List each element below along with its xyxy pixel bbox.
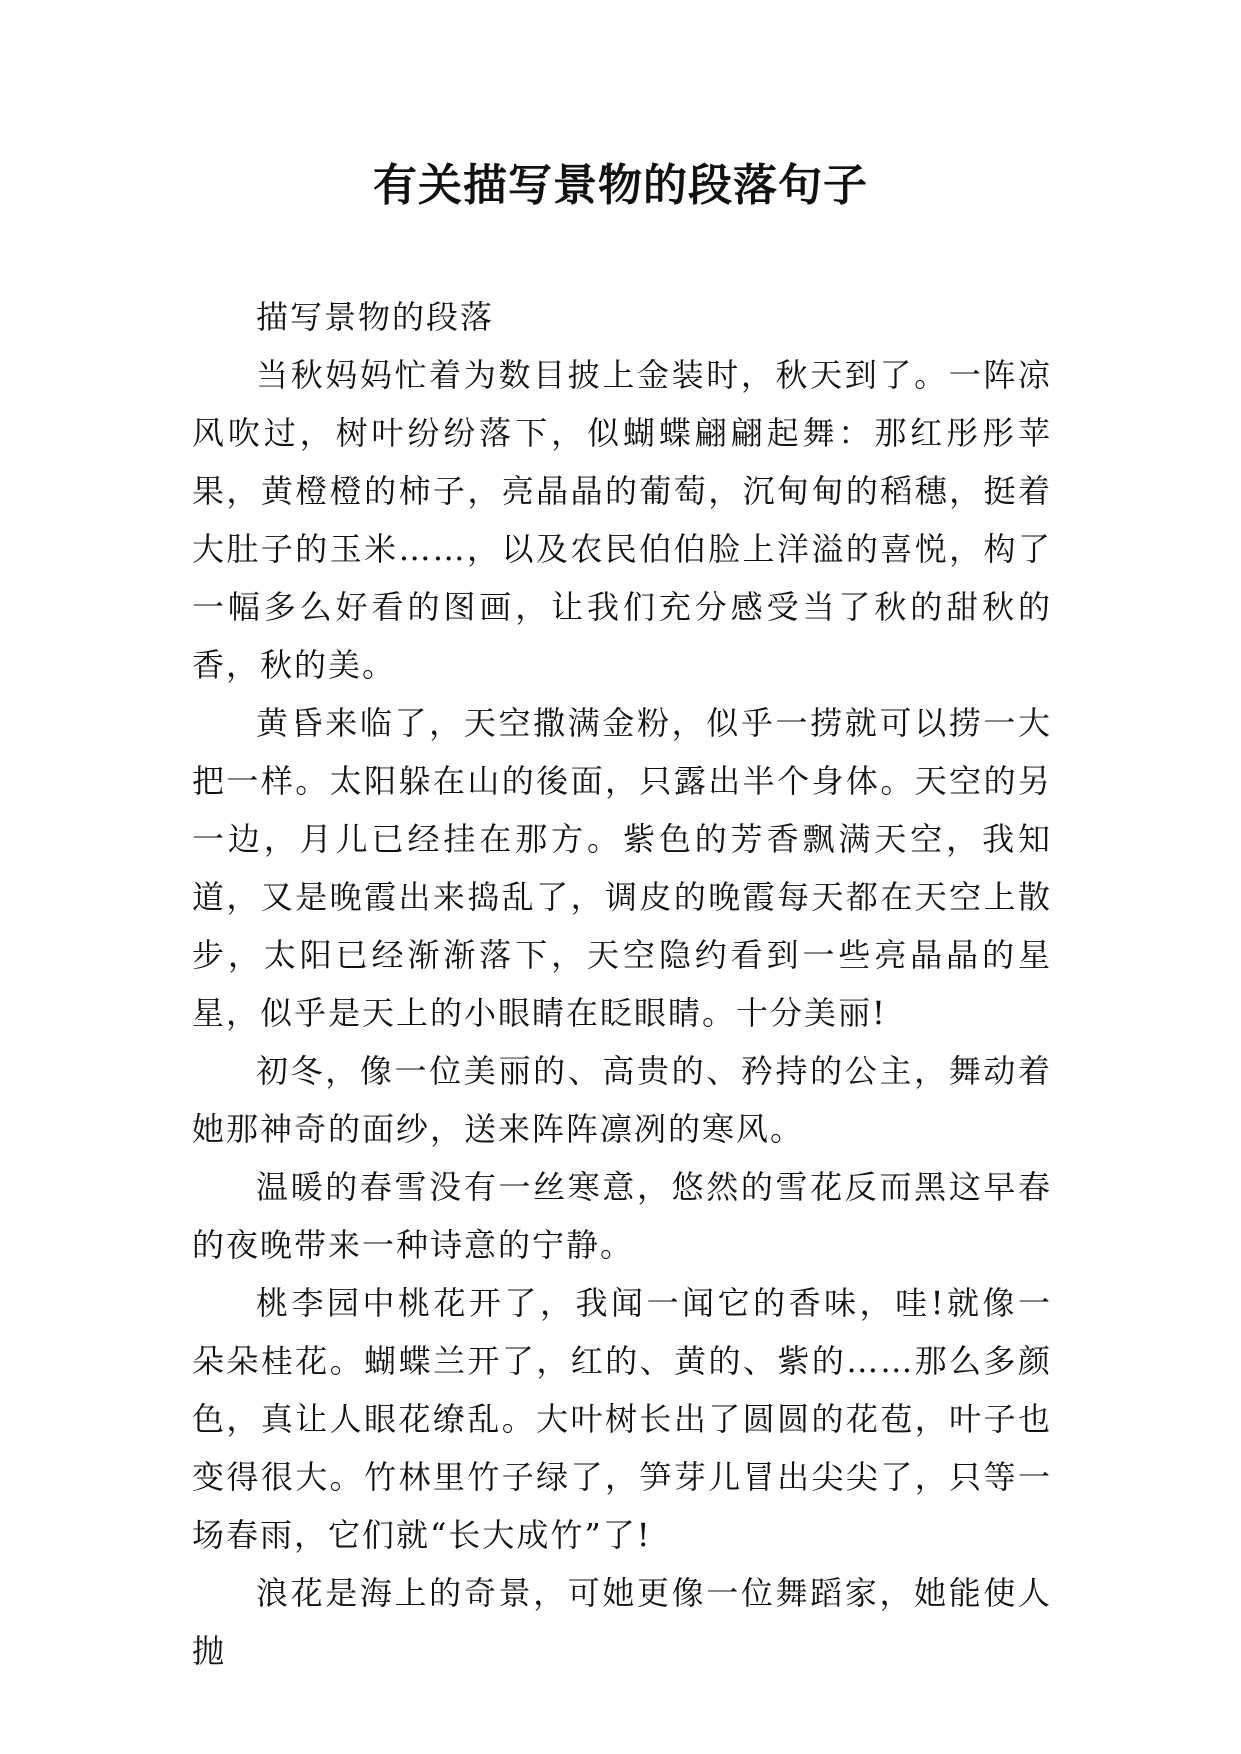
paragraph-autumn: 当秋妈妈忙着为数目披上金装时，秋天到了。一阵凉风吹过，树叶纷纷落下，似蝴蝶翩翩起舞：那红彤彤苹果，黄橙橙的柿子，亮晶晶的葡萄，沉甸甸的稻穗，挺着大肚子的玉米……，以及农民伯伯脸上洋溢的喜悦，构了一幅多么好看的图画，让我们充分感受当了秋的甜秋的香，秋的美。	[192, 356, 1052, 684]
paragraph-spring-snow: 温暖的春雪没有一丝寒意，悠然的雪花反而黑这早春的夜晚带来一种诗意的宁静。	[192, 1168, 1052, 1264]
paragraph-peach-garden: 桃李园中桃花开了，我闻一闻它的香味，哇!就像一朵朵桂花。蝴蝶兰开了，红的、黄的、紫的……那么多颜色，真让人眼花缭乱。大叶树长出了圆圆的花苞，叶子也变得很大。竹林里竹子绿了，笋芽儿冒出尖尖了，只等一场春雨，它们就“长大成竹”了!	[192, 1284, 1052, 1554]
document-title: 有关描写景物的段落句子	[373, 160, 868, 211]
paragraph-dusk: 黄昏来临了，天空撒满金粉，似乎一捞就可以捞一大把一样。太阳躲在山的後面，只露出半个身体。天空的另一边，月儿已经挂在那方。紫色的芳香飘满天空，我知道，又是晚霞出来捣乱了，调皮的晚霞每天都在天空上散步，太阳已经渐渐落下，天空隐约看到一些亮晶晶的星星，似乎是天上的小眼睛在眨眼睛。十分美丽!	[192, 704, 1052, 1032]
paragraph-early-winter: 初冬，像一位美丽的、高贵的、矜持的公主，舞动着她那神奇的面纱，送来阵阵凛冽的寒风。	[192, 1052, 1052, 1148]
document-body	[192, 288, 1052, 1680]
paragraph-subheading: 描写景物的段落	[256, 298, 495, 336]
paragraph-waves: 浪花是海上的奇景，可她更像一位舞蹈家，她能使人抛	[192, 1574, 1052, 1670]
